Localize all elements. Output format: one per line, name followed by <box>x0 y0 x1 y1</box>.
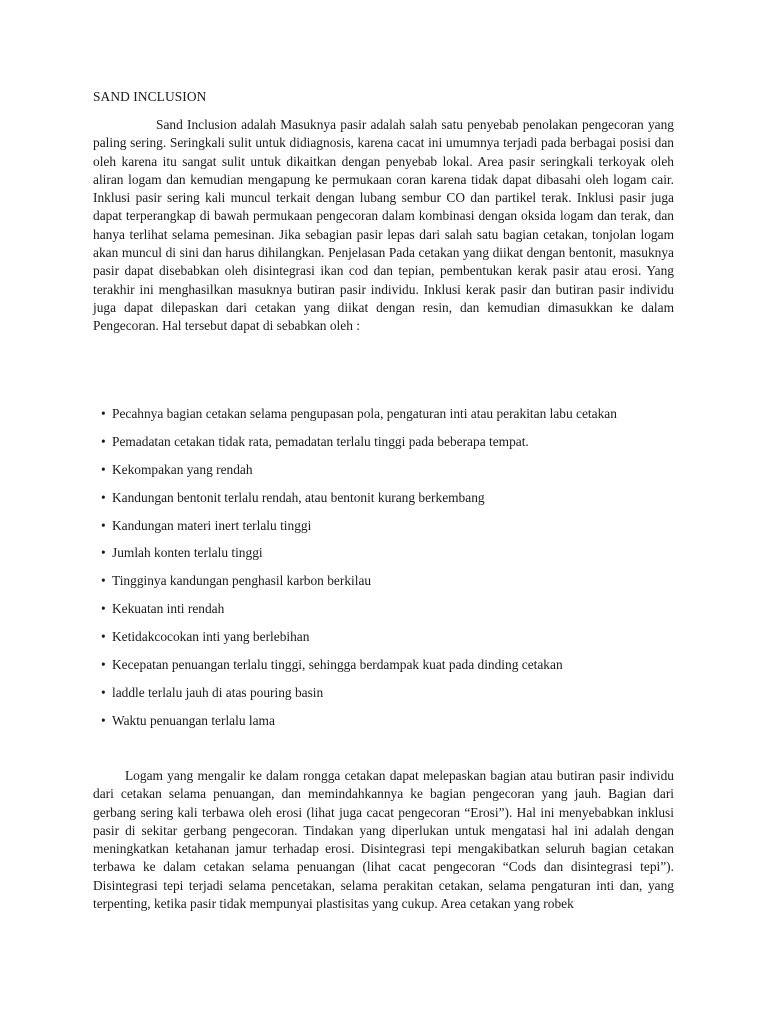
bullet-icon: • <box>101 461 106 477</box>
list-item-text: Kekompakan yang rendah <box>112 461 253 477</box>
bullet-icon: • <box>101 629 106 645</box>
list-item <box>101 599 701 627</box>
list-item-text: Ketidakcocokan inti yang berlebihan <box>112 629 310 645</box>
list-item-text: laddle terlalu jauh di atas pouring basin <box>112 684 324 700</box>
list-item-text: Kekuatan inti rendah <box>112 601 225 617</box>
bullet-icon: • <box>101 517 106 533</box>
list-item <box>101 404 701 432</box>
list-item <box>101 488 701 516</box>
bullet-icon: • <box>101 406 106 421</box>
bullet-icon: • <box>101 684 106 700</box>
bullet-icon: • <box>101 573 106 589</box>
list-item-text: Kandungan bentonit terlalu rendah, atau bentonit kurang berkembang <box>112 489 485 505</box>
bullet-icon: • <box>101 489 106 505</box>
intro-paragraph: Sand Inclusion adalah Masuknya pasir adalah salah satu penyebab penolakan pengecoran yang paling sering. Seringkali sulit untuk didiagnosis, karena cacat ini umumnya terjadi pada berbagai posisi dan oleh karena itu sangat sulit untuk dikaitkan dengan penyebab lokal. Area pasir seringkali terkoyak oleh aliran logam dan kemudian mengapung ke permukaan coran karena tidak dapat dibasahi oleh logam cair. Inklusi pasir sering kali muncul terkait dengan lubang sembur CO dan partikel terak. Inklusi pasir juga dapat terperangkap di bawah permukaan pengecoran dalam kombinasi dengan oksida logam dan terak, dan hanya terlihat selama pemesinan. Jika sebagian pasir lepas dari salah satu bagian cetakan, tonjolan logam akan muncul di sini dan harus dihilangkan. Penjelasan Pada cetakan yang diikat dengan bentonit, masuknya pasir dapat disebabkan oleh disintegrasi ikan cod dan tepian, pembentukan kerak pasir atau erosi. Yang terakhir ini menghasilkan masuknya butiran pasir individu. Inklusi kerak pasir dan butiran pasir individu juga dapat dilepaskan dari cetakan yang diikat dengan resin, dan kemudian dimasukkan ke dalam Pengecoran. Hal tersebut dapat di sebabkan oleh : <box>93 117 674 334</box>
list-item <box>101 571 701 599</box>
list-item-text: Tingginya kandungan penghasil karbon berkilau <box>112 573 372 589</box>
list-item-text: Kecepatan penuangan terlalu tinggi, sehingga berdampak kuat pada dinding cetakan <box>112 657 563 673</box>
list-item <box>101 516 701 544</box>
list-item-text: Waktu penuangan terlalu lama <box>112 712 275 728</box>
bullet-icon: • <box>101 712 106 728</box>
list-item <box>101 683 701 711</box>
list-item <box>101 432 701 460</box>
list-item-text: Kandungan materi inert terlalu tinggi <box>112 517 312 533</box>
list-item <box>101 460 701 488</box>
bullet-icon: • <box>101 601 106 617</box>
list-item-text: Jumlah konten terlalu tinggi <box>112 545 263 561</box>
list-item <box>101 543 701 571</box>
bullet-icon: • <box>101 657 106 673</box>
list-item <box>101 711 701 739</box>
causes-list <box>101 404 701 739</box>
list-item <box>101 655 701 683</box>
bullet-icon: • <box>101 433 106 449</box>
list-item <box>101 627 701 655</box>
list-item-text: Pecahnya bagian cetakan selama pengupasan pola, pengaturan inti atau perakitan labu cetakan <box>112 406 617 421</box>
bullet-icon: • <box>101 545 106 561</box>
body-paragraph: Logam yang mengalir ke dalam rongga cetakan dapat melepaskan bagian atau butiran pasir individu dari cetakan selama penuangan, dan memindahkannya ke bagian pengecoran yang jauh. Bagian dari gerbang sering kali terbawa oleh erosi (lihat juga cacat pengecoran “Erosi”). Hal ini menyebabkan inklusi pasir di sekitar gerbang pengecoran. Tindakan yang diperlukan untuk mengatasi hal ini adalah dengan meningkatkan ketahanan jamur terhadap erosi. Disintegrasi tepi mengakibatkan seluruh bagian cetakan terbawa ke dalam cetakan selama penuangan (lihat cacat pengecoran “Cods dan disintegrasi tepi”). Disintegrasi tepi terjadi selama pencetakan, selama perakitan cetakan, selama pengaturan inti dan, yang terpenting, ketika pasir tidak mempunyai plastisitas yang cukup. Area cetakan yang robek <box>93 768 674 912</box>
document-title: SAND INCLUSION <box>93 89 207 104</box>
list-item-text: Pemadatan cetakan tidak rata, pemadatan terlalu tinggi pada beberapa tempat. <box>112 433 529 449</box>
